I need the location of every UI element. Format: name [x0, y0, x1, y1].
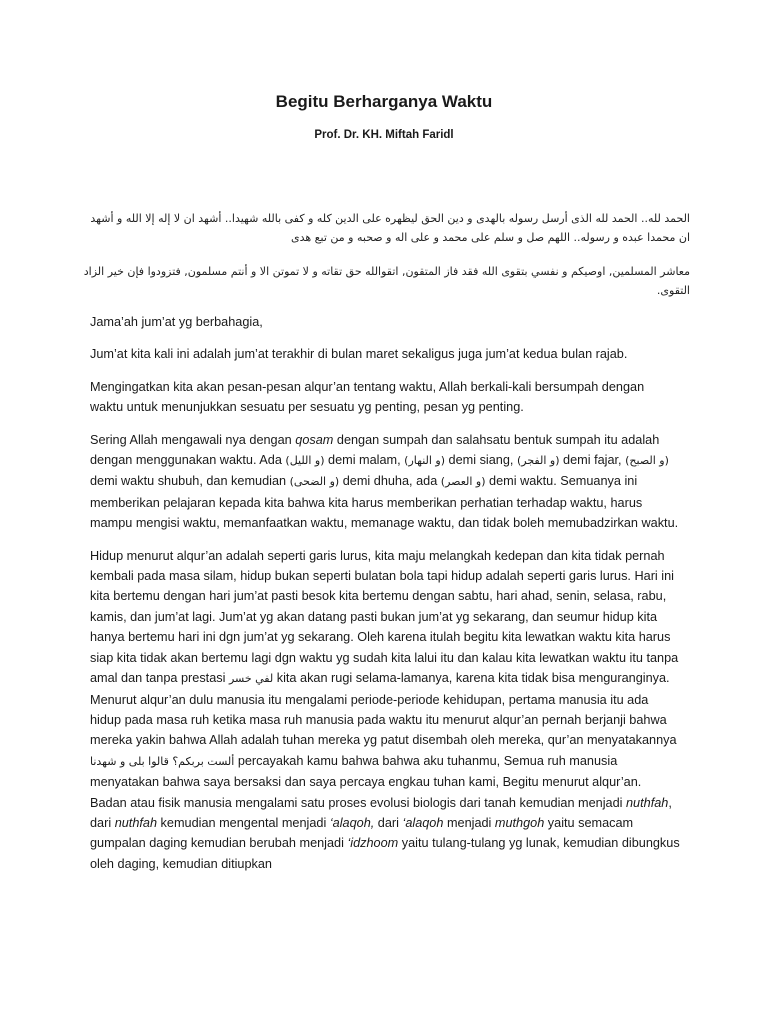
arabic-wasiat: معاشر المسلمين, اوصيكم و نفسي بتقوى الله فقد فاز المتقون, اتقوالله حق تقاته و لا تموتن الا و أنتم مسلمون, فتزودوا فإن خير الزاد التقوى.	[83, 265, 690, 297]
paragraph-4	[90, 546, 680, 875]
paragraph-3	[90, 430, 680, 534]
text-run: demi waktu shubuh, dan kemudian	[90, 474, 290, 489]
arabic-term: (و الصبح)	[625, 454, 669, 468]
arabic-term: (و الضحى)	[289, 475, 340, 489]
text-run: kita akan rugi selama-lamanya, karena kita tidak bisa menguranginya. Menurut alqur’an dulu manusia itu mengalami periode-periode kehidupan, pertama manusia itu ada hidup pada masa ruh ketika masa ruh manusia pada waktu itu menurut alqur’an pernah berjanji bahwa mereka yakin bahwa Allah adalah tuhan mereka yg patut disembah oleh mereka, qur’an menyatakannya	[90, 671, 677, 748]
text-run: kemudian mengental menjadi	[157, 815, 330, 830]
text-run: dari	[374, 815, 403, 830]
arabic-term: لفي خسر	[228, 672, 274, 686]
italic-term: muthgoh	[494, 815, 545, 830]
text-run: , dari	[90, 795, 672, 830]
italic-term: nuthfah	[114, 815, 158, 830]
arabic-term: (و النهار)	[404, 454, 446, 468]
italic-term: ‘alaqoh,	[329, 815, 375, 830]
text-run: demi siang,	[445, 453, 517, 468]
italic-term: ‘alaqoh	[402, 815, 444, 830]
text-run: yaitu tulang-tulang yg lunak, kemudian dibungkus oleh daging, kemudian ditiupkan	[90, 836, 680, 871]
arabic-term: (و الليل)	[285, 454, 325, 468]
text-run: demi waktu. Semuanya ini memberikan pelajaran kepada kita bahwa kita harus memberikan perhatian terhadap waktu, harus mampu mengisi waktu, memanfaatkan waktu, memanage waktu, dan tidak boleh memubadzirkan waktu.	[90, 474, 679, 531]
text-run: menjadi	[443, 815, 495, 830]
document-title: Begitu Berharganya Waktu	[275, 92, 493, 111]
text-run: demi dhuha, ada	[339, 474, 441, 489]
text-run: Sering Allah mengawali nya dengan	[90, 432, 296, 447]
paragraph-2: Mengingatkan kita akan pesan-pesan alqur’an tentang waktu, Allah berkali-kali bersumpah dengan waktu untuk menunjukkan sesuatu per sesuatu yg penting, pesan yg penting.	[90, 379, 645, 415]
document-body	[90, 312, 680, 874]
text-run: demi malam,	[324, 453, 405, 468]
document-author: Prof. Dr. KH. Miftah Faridl	[314, 129, 454, 141]
text-run: percayakah kamu bahwa bahwa aku tuhanmu, Semua ruh manusia menyatakan bahwa saya bersaksi dan saya percaya engkau tuhan kami, Begitu menurut alqur’an. Badan atau fisik manusia mengalami satu proses evolusi biologis dari tanah kemudian menjadi	[90, 753, 642, 810]
arabic-opening: الحمد لله.. الحمد لله الذى أرسل رسوله بالهدى و دين الحق ليظهره على الدين كله و كفى بالله شهيدا.. أشهد ان لا إله إلا الله و أشهد ان محمدا عبده و رسوله.. اللهم صل و سلم على محمد و على اله و صحبه و من تبع هدى	[90, 212, 690, 244]
text-run: Hidup menurut alqur’an adalah seperti garis lurus, kita maju melangkah kedepan dan kita tidak pernah kembali pada masa silam, hidup bukan seperti bulatan bola tapi hidup adalah seperti garis lurus. Hari ini kita bertemu dengan hari jum’at pasti besok kita bertemu dengan sabtu, hari ahad, senin, selasa, rabu, kamis, dan jum’at lagi. Jum’at yg akan datang pasti bukan jum’at yg sekarang, dan seumur hidup kita hanya bertemu hari ini dgn jum’at yg sekarang. Oleh karena itulah begitu kita lewatkan waktu kita harus siap kita tidak akan bertemu lagi dgn waktu yg sudah kita lalui itu dan kalau kita lewatkan waktu itu tanpa amal dan tanpa prestasi	[90, 548, 679, 686]
italic-term: ‘idzhoom	[347, 836, 399, 851]
arabic-term: (و العصر)	[440, 475, 486, 489]
italic-term: qosam	[295, 432, 334, 447]
text-run: demi fajar,	[559, 453, 626, 468]
arabic-term: ألست بربكم؟ قالوا بلى و شهدنا	[90, 754, 235, 768]
text-run: yaitu semacam gumpalan daging kemudian berubah menjadi	[90, 815, 634, 851]
paragraph-greeting: Jama’ah jum’at yg berbahagia,	[90, 315, 263, 329]
text-run: dengan sumpah dan salahsatu bentuk sumpah itu adalah dengan menggunakan waktu. Ada	[90, 432, 660, 468]
paragraph-1: Jum’at kita kali ini adalah jum’at terakhir di bulan maret sekaligus juga jum’at kedua bulan rajab.	[90, 347, 628, 362]
italic-term: nuthfah	[626, 795, 669, 810]
arabic-term: (و الفجر)	[516, 454, 560, 468]
